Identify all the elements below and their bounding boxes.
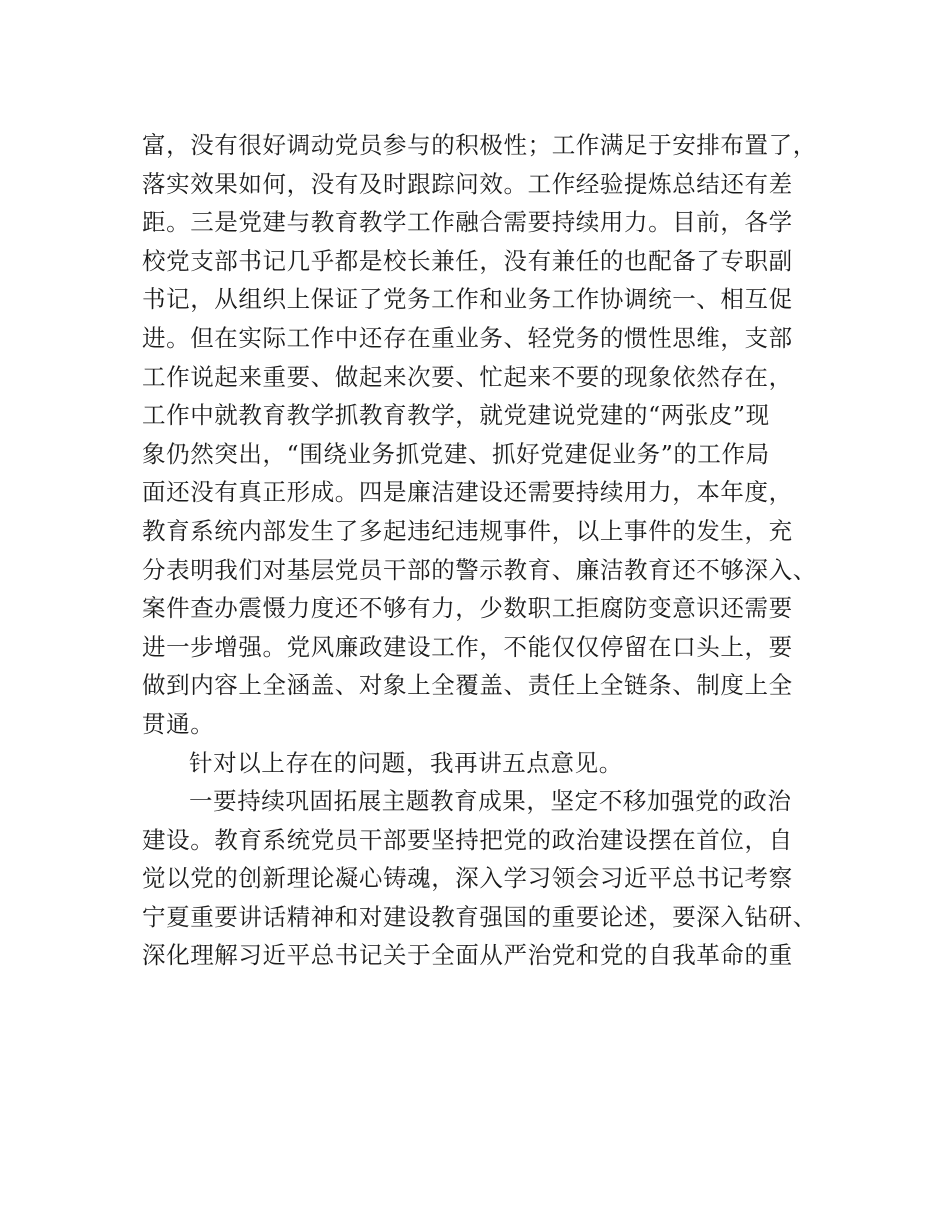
text-line: 建设。教育系统党员干部要坚持把党的政治建设摆在首位，自	[142, 825, 793, 854]
text-line: 工作中就教育教学抓教育教学，就党建说党建的“两张皮”现	[142, 401, 770, 430]
text-line: 面还没有真正形成。四是廉洁建设还需要持续用力，本年度，	[142, 478, 793, 507]
text-line: 一要持续巩固拓展主题教育成果，坚定不移加强党的政治	[189, 787, 792, 816]
text-line: 分表明我们对基层党员干部的警示教育、廉洁教育还不够深入、	[142, 555, 817, 584]
text-line: 书记，从组织上保证了党务工作和业务工作协调统一、相互促	[142, 285, 793, 314]
text-line: 觉以党的创新理论凝心铸魂，深入学习领会习近平总书记考察	[142, 864, 793, 893]
text-line: 贯通。	[142, 709, 215, 738]
text-line: 做到内容上全涵盖、对象上全覆盖、责任上全链条、制度上全	[142, 671, 793, 700]
body-text	[142, 126, 832, 975]
text-line: 案件查办震慑力度还不够有力，少数职工拒腐防变意识还需要	[142, 594, 793, 623]
text-line: 校党支部书记几乎都是校长兼任，没有兼任的也配备了专职副	[142, 246, 793, 275]
text-line: 进一步增强。党风廉政建设工作，不能仅仅停留在口头上，要	[142, 632, 793, 661]
text-line: 落实效果如何，没有及时跟踪问效。工作经验提炼总结还有差	[142, 169, 793, 198]
paragraph-3	[142, 782, 832, 975]
text-line: 富，没有很好调动党员参与的积极性；工作满足于安排布置了，	[142, 131, 817, 159]
text-line: 深化理解习近平总书记关于全面从严治党和党的自我革命的重	[142, 941, 793, 970]
text-line: 象仍然突出，“围绕业务抓党建、抓好党建促业务”的工作局	[142, 439, 770, 468]
text-line: 工作说起来重要、做起来次要、忙起来不要的现象依然存在，	[142, 362, 793, 391]
text-line: 距。三是党建与教育教学工作融合需要持续用力。目前，各学	[142, 208, 793, 237]
text-line: 宁夏重要讲话精神和对建设教育强国的重要论述，要深入钻研、	[142, 902, 817, 931]
paragraph-1	[142, 126, 832, 744]
text-line: 教育系统内部发生了多起违纪违规事件，以上事件的发生，充	[142, 516, 793, 545]
text-line: 针对以上存在的问题，我再讲五点意见。	[189, 748, 623, 777]
text-line: 进。但在实际工作中还存在重业务、轻党务的惯性思维，支部	[142, 323, 793, 352]
paragraph-2	[142, 744, 832, 783]
